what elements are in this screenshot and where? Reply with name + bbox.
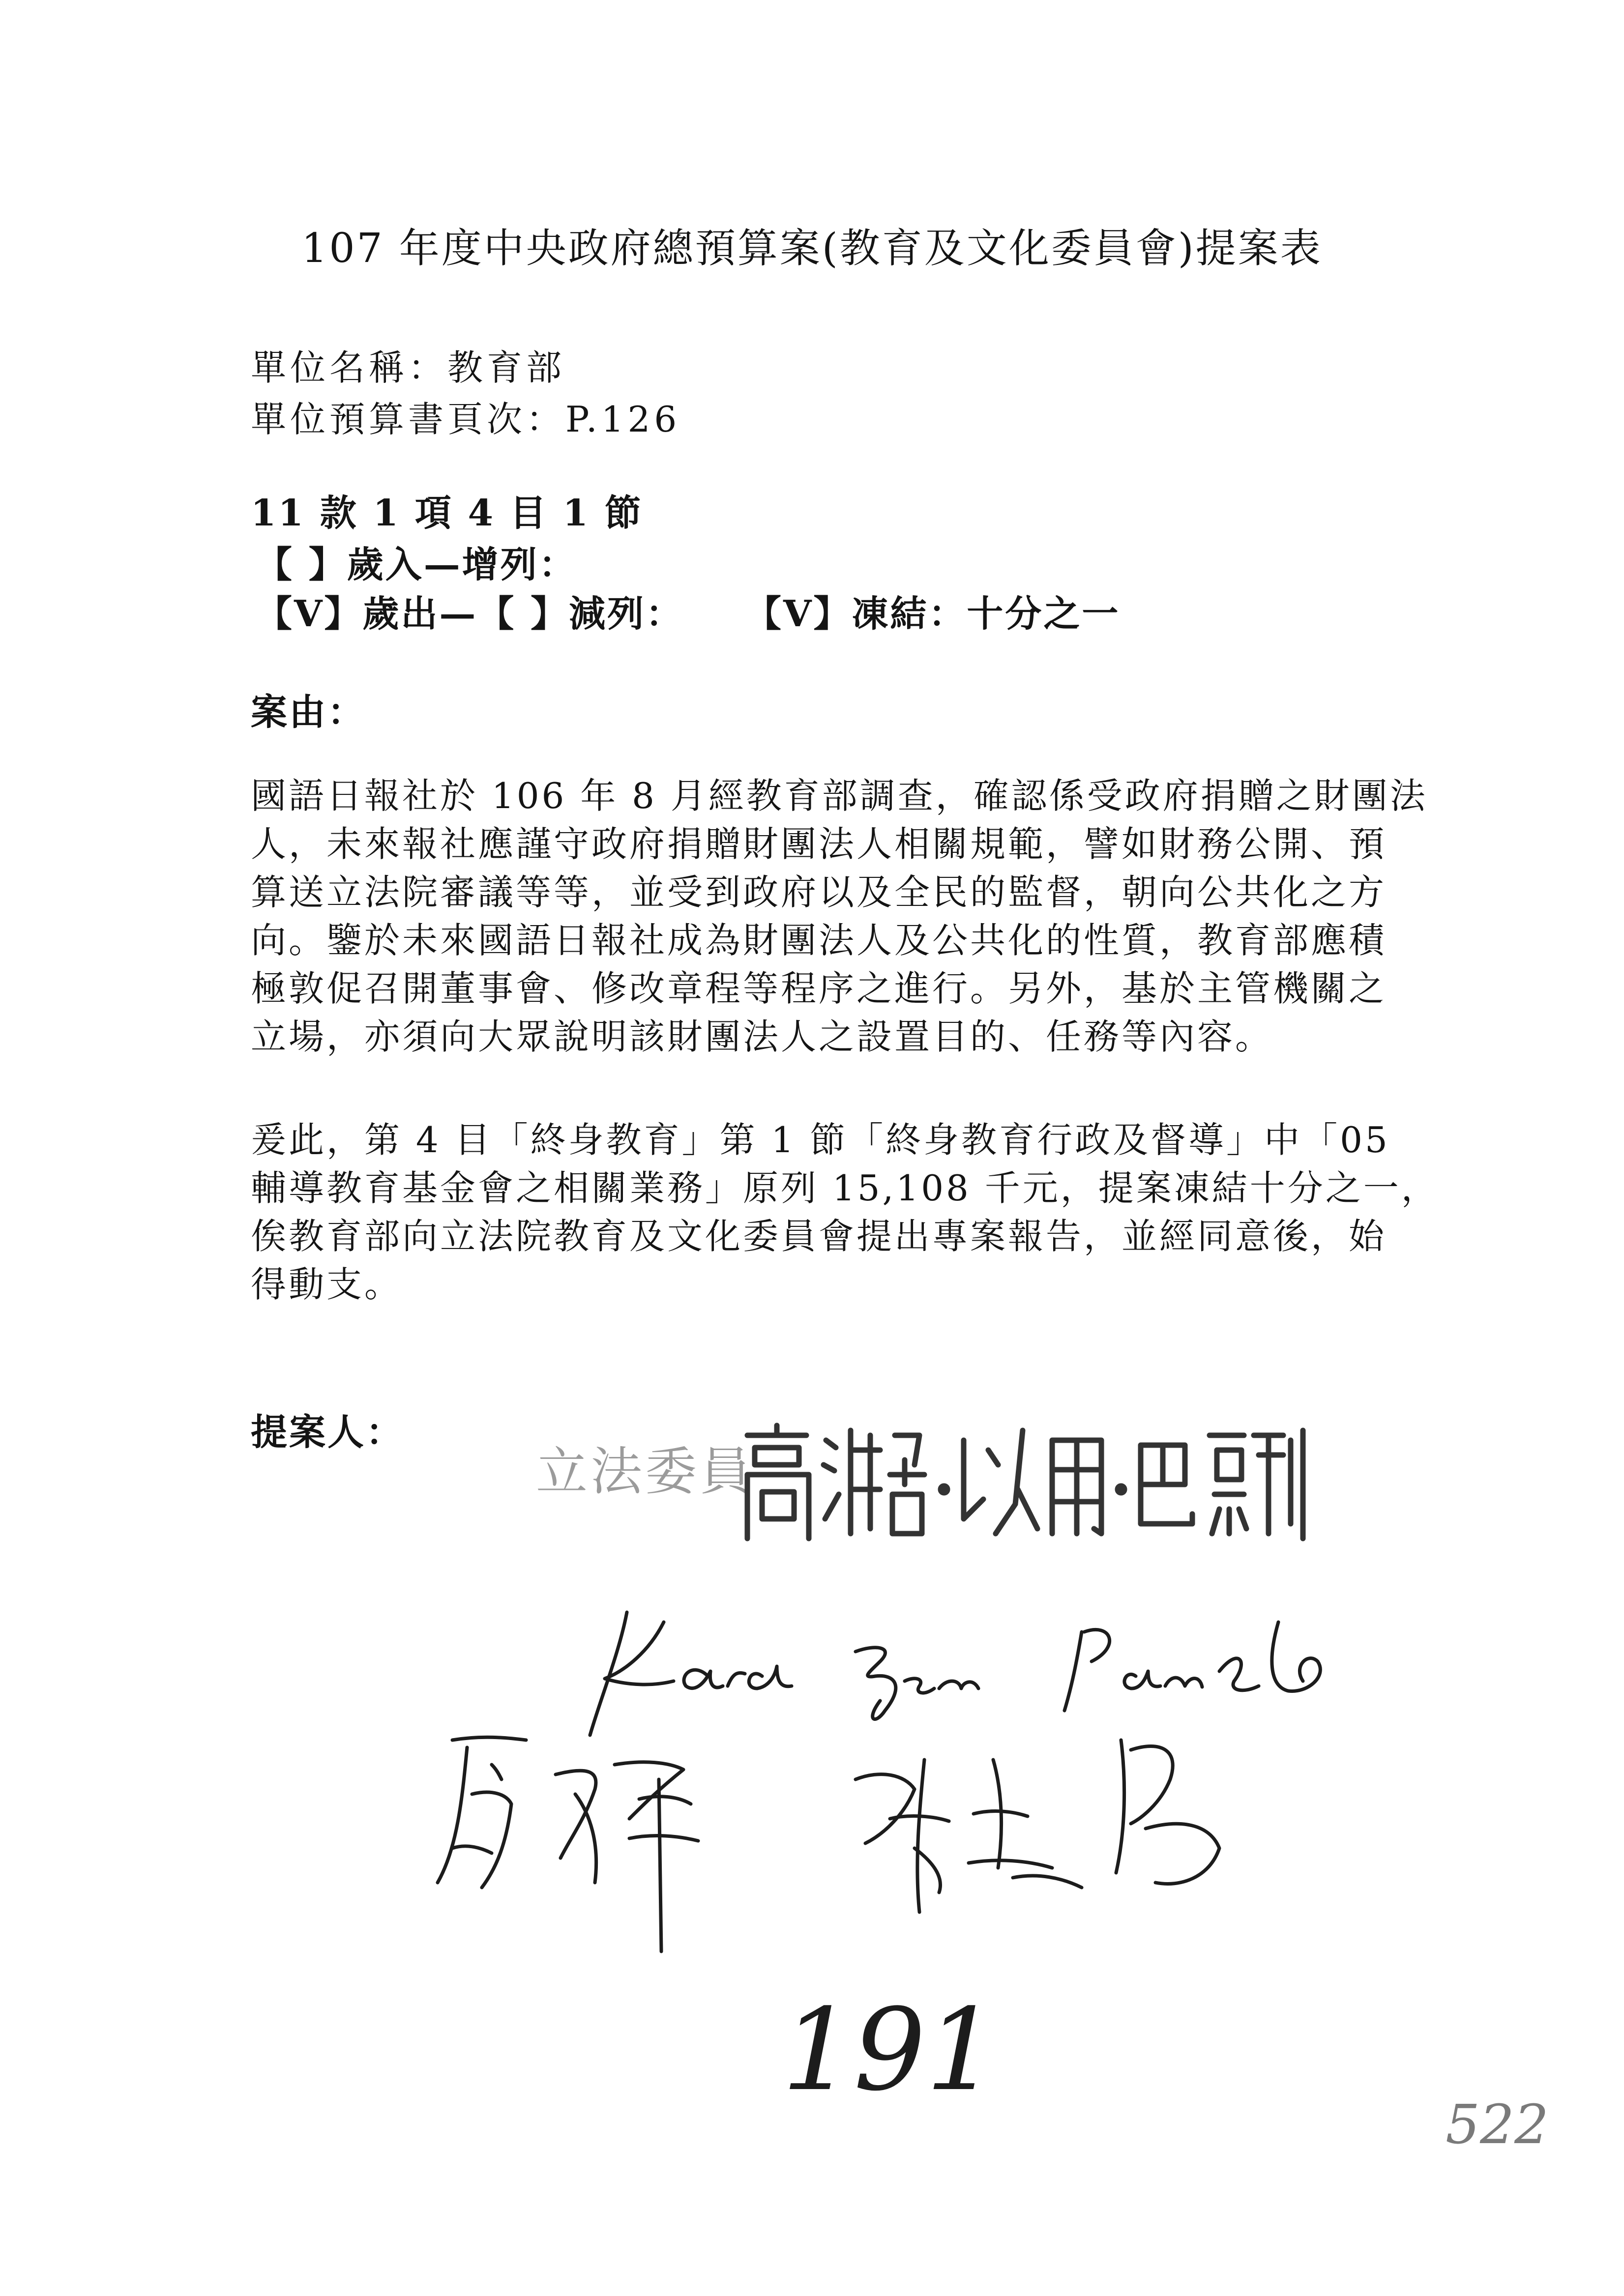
paragraph-line: 得動支。 [251,1264,403,1305]
expenditure-line: 【V】歲出—【 】減列： [256,593,684,635]
unit-name: 單位名稱：教育部 [251,347,566,388]
freeze-line: 【V】凍結：十分之一 [745,593,1121,635]
section-code: 11 款 1 項 4 目 1 節 [251,492,643,534]
budget-page-ref: 單位預算書頁次：P.126 [251,399,681,440]
legislator-stamp [531,1406,1298,1553]
paragraph-line: 人，未來報社應謹守政府捐贈財團法人相關規範，譬如財務公開、預 [251,823,1387,865]
handwritten-signature-chinese [423,1720,1406,1976]
corner-number-text: 522 [1446,2093,1549,2156]
paragraph-line: 俟教育部向立法院教育及文化委員會提出專案報告，並經同意後，始 [251,1216,1387,1257]
paragraph-line: 向。鑒於未來國語日報社成為財團法人及公共化的性質，教育部應積 [251,920,1387,961]
handwritten-page-number [777,1966,998,2123]
proposer-label: 提案人： [251,1411,404,1453]
svg-text:立法委員: 立法委員 [536,1442,755,1502]
paragraph-line: 國語日報社於 106 年 8 月經教育部調查，確認係受政府捐贈之財團法 [251,775,1428,816]
paragraph-line: 算送立法院審議等等，並受到政府以及全民的監督，朝向公共化之方 [251,872,1387,913]
paragraph-line: 輔導教育基金會之相關業務」原列 15,108 千元，提案凍結十分之一， [251,1167,1439,1209]
corner-handwritten-number [1446,2079,1573,2158]
revenue-line: 【 】歲入—增列： [256,544,577,586]
paragraph-line: 爰此，第 4 目「終身教育」第 1 節「終身教育行政及督導」中「05 [251,1119,1390,1161]
page-number-text: 191 [782,1985,998,2116]
reason-paragraph-1 [251,772,1428,1061]
paragraph-line: 立場，亦須向大眾說明該財團法人之設置目的、任務等內容。 [251,1016,1273,1057]
paragraph-line: 極敦促召開董事會、修改章程等程序之進行。另外，基於主管機關之 [251,968,1387,1009]
reason-heading: 案由： [251,691,366,733]
reason-paragraph-2 [251,1116,1439,1308]
page-title: 107 年度中央政府總預算案(教育及文化委員會)提案表 [301,225,1323,272]
